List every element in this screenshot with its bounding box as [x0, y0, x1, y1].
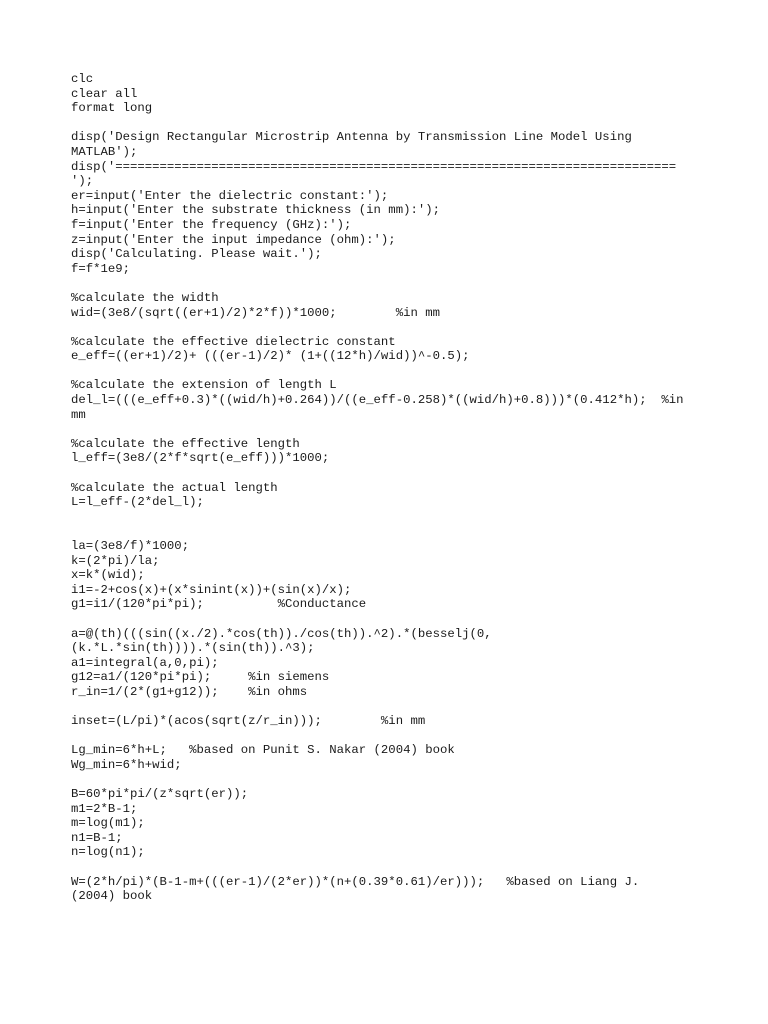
code-line: k=(2*pi)/la; — [71, 553, 160, 568]
blank-line — [71, 276, 711, 291]
code-line: er=input('Enter the dielectric constant:'); — [71, 188, 389, 203]
code-line: m=log(m1); — [71, 816, 145, 831]
code-line: clc — [71, 72, 94, 86]
code-line: disp('Calculating. Please wait.'); — [71, 247, 322, 262]
blank-line — [71, 116, 711, 131]
code-line: wid=(3e8/(sqrt((er+1)/2)*2*f))*1000; %in mm — [71, 305, 440, 320]
code-line: i1=-2+cos(x)+(x*sinint(x))+(sin(x)/x); — [71, 582, 352, 597]
code-line: %calculate the extension of length L — [71, 378, 337, 393]
code-line: e_eff=((er+1)/2)+ (((er-1)/2)* (1+((12*h)/wid))^-0.5); — [71, 349, 470, 364]
code-line: '); — [71, 174, 94, 189]
blank-line — [71, 320, 711, 335]
code-line: Lg_min=6*h+L; %based on Punit S. Nakar (2004) book — [71, 743, 455, 758]
blank-line — [71, 466, 711, 481]
blank-line — [71, 422, 711, 437]
code-line: x=k*(wid); — [71, 568, 145, 583]
code-line: n=log(n1); — [71, 845, 145, 860]
code-line: disp('============================================================================ — [71, 159, 677, 174]
code-line: clear all — [71, 86, 138, 101]
blank-line — [71, 364, 711, 379]
code-line: MATLAB'); — [71, 144, 138, 159]
code-line: a1=integral(a,0,pi); — [71, 655, 219, 670]
code-line: format long — [71, 101, 153, 116]
blank-line — [71, 524, 711, 539]
code-line: (2004) book — [71, 889, 153, 904]
code-line: inset=(L/pi)*(acos(sqrt(z/r_in))); %in mm — [71, 714, 426, 729]
blank-line — [71, 773, 711, 788]
code-line: f=input('Enter the frequency (GHz):'); — [71, 217, 352, 232]
code-line: l_eff=(3e8/(2*f*sqrt(e_eff)))*1000; — [71, 451, 330, 466]
code-line: la=(3e8/f)*1000; — [71, 539, 190, 553]
blank-line — [71, 700, 711, 715]
blank-line — [71, 510, 711, 525]
code-line: W=(2*h/pi)*(B-1-m+(((er-1)/(2*er))*(n+(0.39*0.61)/er))); %based on Liang J. — [71, 874, 640, 889]
code-line: %calculate the effective length — [71, 436, 300, 451]
code-line: disp('Design Rectangular Microstrip Antenna by Transmission Line Model Using — [71, 130, 632, 145]
code-line: h=input('Enter the substrate thickness (in mm):'); — [71, 203, 440, 218]
blank-line — [71, 860, 711, 875]
code-line: a=@(th)(((sin((x./2).*cos(th))./cos(th)).^2).*(besselj(0, — [71, 626, 492, 641]
code-line: g12=a1/(120*pi*pi); %in siemens — [71, 670, 330, 685]
blank-line — [71, 612, 711, 627]
code-line: L=l_eff-(2*del_l); — [71, 495, 204, 510]
code-line: %calculate the width — [71, 290, 219, 305]
code-line: z=input('Enter the input impedance (ohm):'); — [71, 232, 396, 247]
code-line: f=f*1e9; — [71, 261, 131, 276]
code-line: mm — [71, 407, 86, 422]
code-line: g1=i1/(120*pi*pi); %Conductance — [71, 597, 367, 612]
code-line: (k.*L.*sin(th)))).*(sin(th)).^3); — [71, 641, 315, 656]
code-line: %calculate the effective dielectric constant — [71, 334, 396, 349]
code-line: Wg_min=6*h+wid; — [71, 757, 182, 772]
code-line: B=60*pi*pi/(z*sqrt(er)); — [71, 787, 249, 802]
code-line: n1=B-1; — [71, 830, 123, 845]
code-line: r_in=1/(2*(g1+g12)); %in ohms — [71, 684, 308, 699]
blank-line — [71, 729, 711, 744]
code-line: m1=2*B-1; — [71, 801, 138, 816]
code-line: %calculate the actual length — [71, 480, 278, 495]
code-line: del_l=(((e_eff+0.3)*((wid/h)+0.264))/((e_eff-0.258)*((wid/h)+0.8)))*(0.412*h); %in — [71, 393, 684, 408]
code-document — [71, 72, 711, 904]
